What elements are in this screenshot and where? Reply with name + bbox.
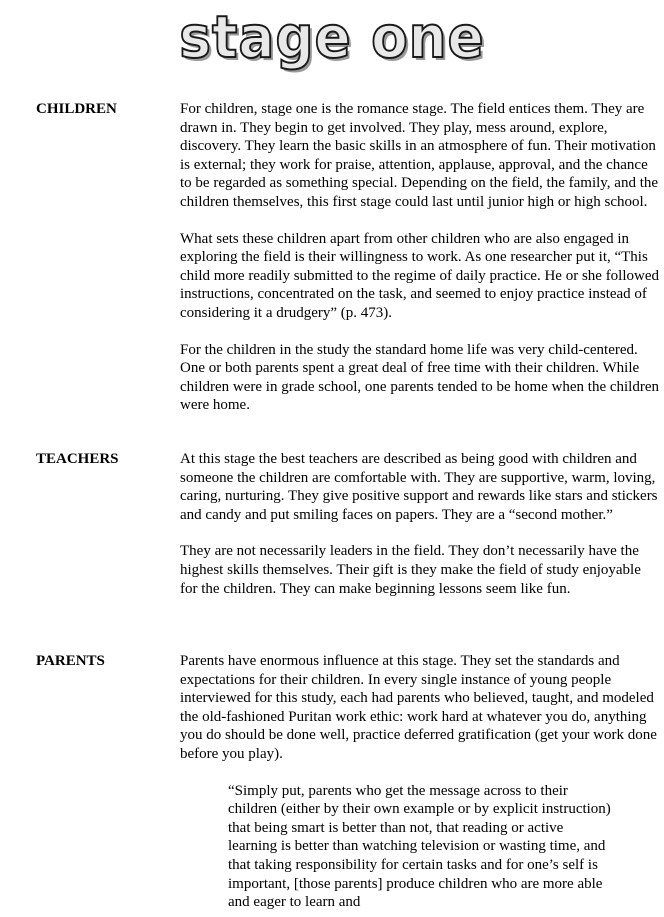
section-body-parents bbox=[180, 652, 662, 912]
page-title: stage one bbox=[179, 3, 485, 71]
paragraph: What sets these children apart from other children who are also engaged in exploring the field is their willingness to work. As one researcher put it, “This child more readily submitted to the regime of daily practice. He or she followed instructions, concentrated on the task, and seemed to enjoy practice instead of considering it a drudgery” (p. 473). bbox=[180, 230, 660, 321]
section-body-teachers bbox=[180, 450, 662, 616]
block-quote: “Simply put, parents who get the message across to their children (either by their own example or by explicit instruction) that being smart is better than not, that reading or active learning is better than watching television or wasting time, and that taking responsibility for certain tasks and for one’s self is important, [those parents] produce children who are more able and eager to learn and bbox=[228, 782, 611, 911]
section-body-children bbox=[180, 100, 662, 433]
paragraph: At this stage the best teachers are described as being good with children and someone the children are comfortable with. They are supportive, warm, loving, caring, nurturing. They give positive support and rewards like stars and stickers and candy and put smiling faces on papers. They are a “second mother.” bbox=[180, 451, 658, 523]
paragraph: For children, stage one is the romance stage. The field entices them. They are drawn in. They begin to get involved. They play, mess around, explore, discovery. They learn the basic skills in an atmosphere of fun. Their motivation is external; they work for praise, attention, applause, approval, and the chance to be regarded as something special. Depending on the field, the family, and the children themselves, this first stage could last until junior high or high school. bbox=[180, 101, 659, 210]
paragraph: For the children in the study the standard home life was very child-centered. One or both parents spent a great deal of free time with their children. While children were in grade school, one parents tended to be home when the children were home. bbox=[180, 341, 659, 414]
section-label-children: CHILDREN bbox=[36, 101, 117, 117]
section-label-parents: PARENTS bbox=[36, 653, 105, 669]
section-label-teachers: TEACHERS bbox=[36, 451, 119, 467]
paragraph: They are not necessarily leaders in the field. They don’t necessarily have the highest skills themselves. Their gift is they make the field of study enjoyable for the children. They can make beginning lessons seem like fun. bbox=[180, 543, 641, 597]
paragraph: Parents have enormous influence at this stage. They set the standards and expectations for their children. In every single instance of young people interviewed for this study, each had parents who believed, taught, and modeled the old-fashioned Puritan work ethic: work hard at whatever you do, anything you do should be done well, practice deferred gratification (get your work done before you play). bbox=[180, 653, 657, 762]
